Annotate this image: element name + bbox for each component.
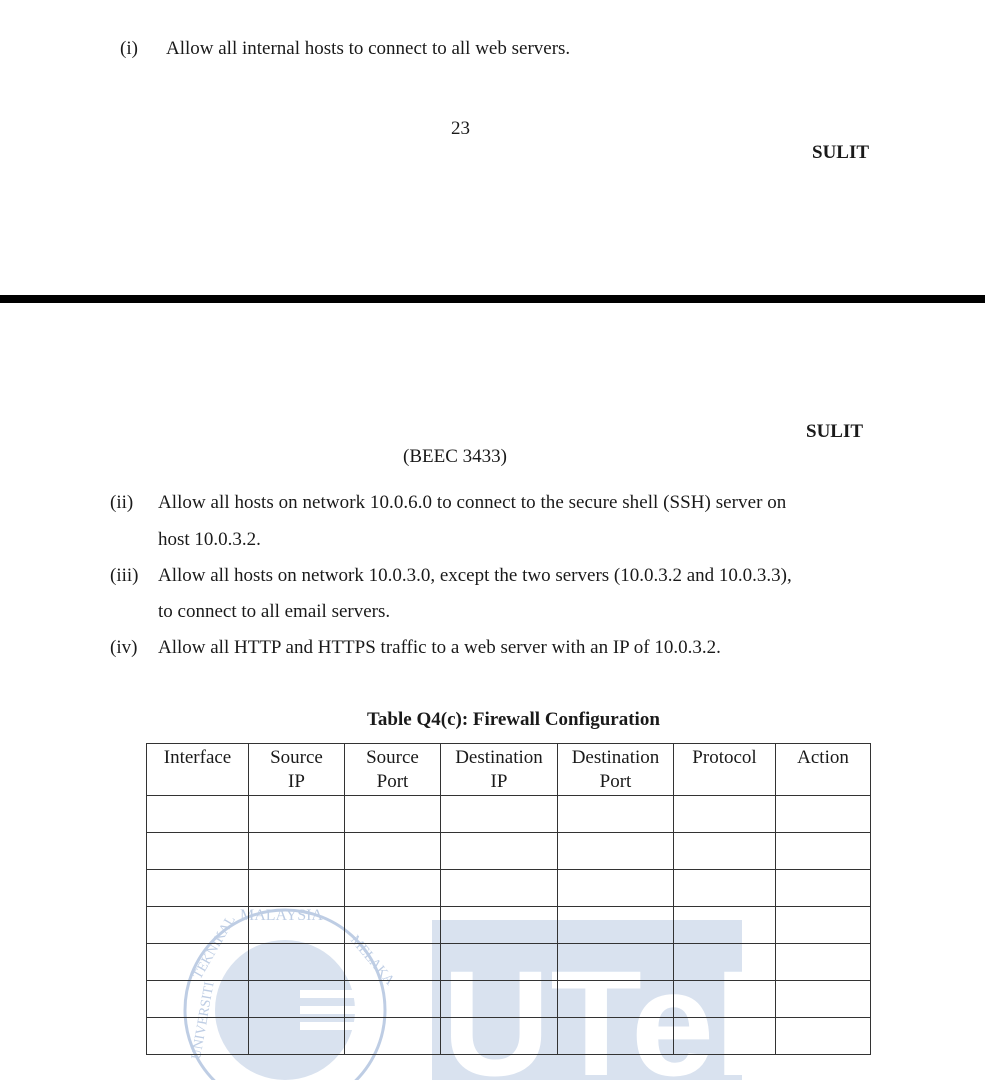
table-cell — [147, 907, 249, 944]
table-row — [147, 944, 871, 981]
table-row — [147, 870, 871, 907]
table-cell — [345, 981, 441, 1018]
table-cell — [674, 1018, 776, 1055]
table-cell — [441, 907, 558, 944]
table-cell — [249, 981, 345, 1018]
item-iii-marker: (iii) — [110, 565, 139, 586]
table-cell — [674, 981, 776, 1018]
item-iii-line1: Allow all hosts on network 10.0.3.0, except the two servers (10.0.3.2 and 10.0.3.3), — [158, 565, 792, 586]
table-cell — [558, 833, 674, 870]
table-cell — [345, 907, 441, 944]
table-cell — [345, 944, 441, 981]
table-cell — [776, 944, 871, 981]
table-cell — [147, 944, 249, 981]
item-iv-marker: (iv) — [110, 637, 138, 658]
table-cell — [441, 796, 558, 833]
table-cell — [776, 981, 871, 1018]
seal-text-top: MALAYSIA — [240, 907, 323, 924]
course-code: (BEEC 3433) — [403, 446, 507, 467]
table-cell — [776, 796, 871, 833]
header-source-port: Source Port — [345, 744, 441, 796]
table-cell — [249, 944, 345, 981]
table-cell — [249, 870, 345, 907]
table-cell — [776, 907, 871, 944]
table-cell — [558, 1018, 674, 1055]
table-cell — [558, 981, 674, 1018]
table-cell — [147, 981, 249, 1018]
logo-text: UTeM — [442, 939, 840, 1080]
table-cell — [345, 796, 441, 833]
table-cell — [345, 1018, 441, 1055]
table-row — [147, 981, 871, 1018]
table-cell — [147, 870, 249, 907]
seal-text-bottom: UNIVERSITI — [189, 980, 218, 1061]
table-row — [147, 907, 871, 944]
table-cell — [249, 833, 345, 870]
table-cell — [558, 796, 674, 833]
header-source-ip: Source IP — [249, 744, 345, 796]
table-cell — [147, 833, 249, 870]
page-number: 23 — [451, 118, 470, 139]
page-separator — [0, 295, 985, 303]
table-cell — [249, 907, 345, 944]
table-cell — [674, 944, 776, 981]
item-ii-line2: host 10.0.3.2. — [158, 529, 261, 550]
item-iv-line1: Allow all HTTP and HTTPS traffic to a web server with an IP of 10.0.3.2. — [158, 637, 721, 658]
table-cell — [776, 870, 871, 907]
table-cell — [441, 870, 558, 907]
table-cell — [674, 907, 776, 944]
table-cell — [558, 907, 674, 944]
table-cell — [345, 870, 441, 907]
item-ii-line1: Allow all hosts on network 10.0.6.0 to connect to the secure shell (SSH) server on — [158, 492, 787, 513]
seal-text-left: TEKNIKAL — [190, 913, 239, 982]
table-cell — [558, 944, 674, 981]
seal-text-right: MELAKA — [346, 932, 397, 989]
table-cell — [674, 796, 776, 833]
table-cell — [249, 1018, 345, 1055]
header-interface: Interface — [147, 744, 249, 796]
table-row — [147, 1018, 871, 1055]
table-cell — [674, 833, 776, 870]
item-ii-marker: (ii) — [110, 492, 134, 513]
item-i-text: Allow all internal hosts to connect to all web servers. — [166, 38, 571, 59]
table-caption: Table Q4(c): Firewall Configuration — [367, 709, 660, 730]
table-cell — [147, 1018, 249, 1055]
header-protocol: Protocol — [674, 744, 776, 796]
firewall-config-table — [146, 743, 871, 1055]
table-row — [147, 796, 871, 833]
table-body — [147, 796, 871, 1055]
classification-bottom: SULIT — [806, 421, 864, 442]
table-cell — [558, 870, 674, 907]
header-destination-port: Destination Port — [558, 744, 674, 796]
header-destination-ip: Destination IP — [441, 744, 558, 796]
table-cell — [441, 981, 558, 1018]
table-cell — [776, 1018, 871, 1055]
table-cell — [441, 1018, 558, 1055]
table-header-row — [147, 744, 871, 796]
table-cell — [776, 833, 871, 870]
classification-top: SULIT — [812, 142, 870, 163]
table-row — [147, 833, 871, 870]
table-cell — [345, 833, 441, 870]
item-i-marker: (i) — [120, 38, 138, 59]
item-iii-line2: to connect to all email servers. — [158, 601, 391, 622]
table-cell — [441, 944, 558, 981]
page-top — [0, 0, 985, 295]
header-action: Action — [776, 744, 871, 796]
table-cell — [674, 870, 776, 907]
table-cell — [147, 796, 249, 833]
table-cell — [249, 796, 345, 833]
table-cell — [441, 833, 558, 870]
